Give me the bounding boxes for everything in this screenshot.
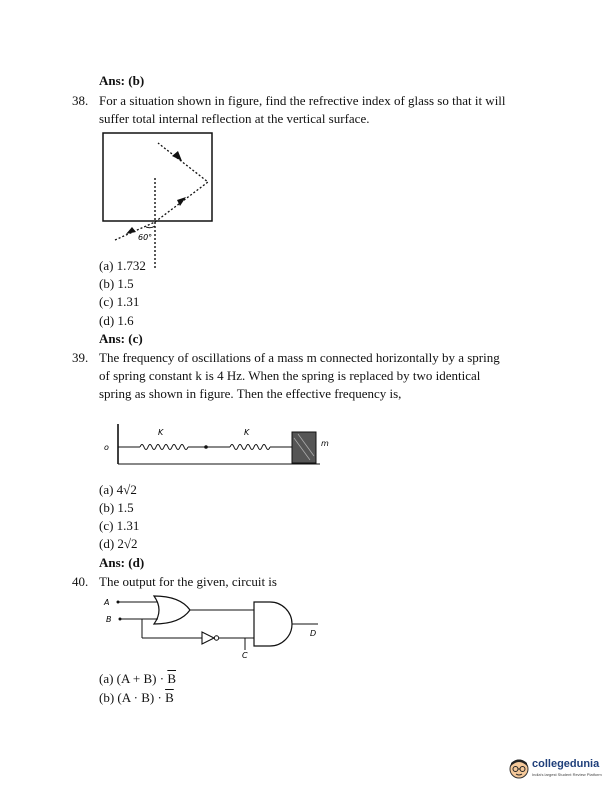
- q40-number: 40.: [72, 574, 89, 589]
- q38-figure: [100, 130, 220, 270]
- spring-1-label: K: [158, 428, 164, 437]
- q38-number: 38.: [72, 93, 89, 108]
- logo-mascot-icon: [508, 758, 530, 780]
- ray-arrow-1: [126, 227, 136, 234]
- q39-figure: [100, 418, 340, 473]
- brand-tagline: India's largest Student Review Platform: [532, 772, 602, 777]
- spring-2: [230, 445, 270, 450]
- q40-option-b: [99, 690, 174, 706]
- q38-answer: Ans: (c): [99, 331, 143, 346]
- and-gate: [254, 602, 292, 646]
- ray-arrow-3: [172, 151, 182, 161]
- input-a-label: A: [104, 598, 110, 607]
- q38-option-b: (b) 1.5: [99, 276, 134, 291]
- q40-text-line1: The output for the given, circuit is: [99, 574, 277, 589]
- glass-block: [103, 133, 212, 221]
- output-d-label: D: [310, 629, 317, 638]
- q39-answer: Ans: (d): [99, 555, 145, 570]
- q39-text-line3: spring as shown in figure. Then the effective frequency is,: [99, 386, 402, 401]
- q40-circuit-figure: [100, 590, 330, 660]
- junction: [204, 445, 208, 449]
- q38-option-c: (c) 1.31: [99, 294, 140, 309]
- q38-option-a: (a) 1.732: [99, 258, 146, 273]
- q38-text-line2: suffer total internal reflection at the vertical surface.: [99, 111, 370, 126]
- angle-arc: [146, 226, 155, 228]
- angle-label: 60°: [138, 233, 153, 242]
- q38-text-line1: For a situation shown in figure, find the refrective index of glass so that it will: [99, 93, 506, 108]
- q39-option-a: (a) 4√2: [99, 482, 137, 497]
- footer-logo: [508, 756, 608, 782]
- q40-option-b-text: (b) (A · B) ·: [99, 690, 166, 705]
- q39-text-line2: of spring constant k is 4 Hz. When the spring is replaced by two identical: [99, 368, 481, 383]
- q39-option-c: (c) 1.31: [99, 518, 140, 533]
- input-b-label: B: [106, 615, 112, 624]
- q39-option-d: (d) 2√2: [99, 536, 138, 551]
- mass-label: m: [321, 439, 329, 448]
- origin-label: o: [104, 443, 109, 452]
- spring-2-label: K: [244, 428, 250, 437]
- spring-1: [140, 445, 188, 450]
- node-c-label: C: [242, 651, 248, 660]
- mass-block: [292, 432, 316, 463]
- prev-answer: Ans: (b): [99, 73, 145, 88]
- q39-option-b: (b) 1.5: [99, 500, 134, 515]
- q40-option-a-bar: $\overline{B}$: [167, 671, 177, 686]
- brand-name: collegedunia: [532, 758, 600, 770]
- not-gate: [202, 632, 214, 644]
- q38-option-d: (d) 1.6: [99, 313, 134, 328]
- q39-text-line1: The frequency of oscillations of a mass m connected horizontally by a spring: [99, 350, 500, 365]
- q39-number: 39.: [72, 350, 89, 365]
- light-ray: [115, 143, 208, 240]
- q40-option-a: [99, 671, 176, 687]
- q40-option-b-bar: $\overline{B}$: [165, 690, 174, 705]
- q40-option-a-text: (a) (A + B) ·: [99, 671, 168, 686]
- or-gate: [154, 596, 190, 624]
